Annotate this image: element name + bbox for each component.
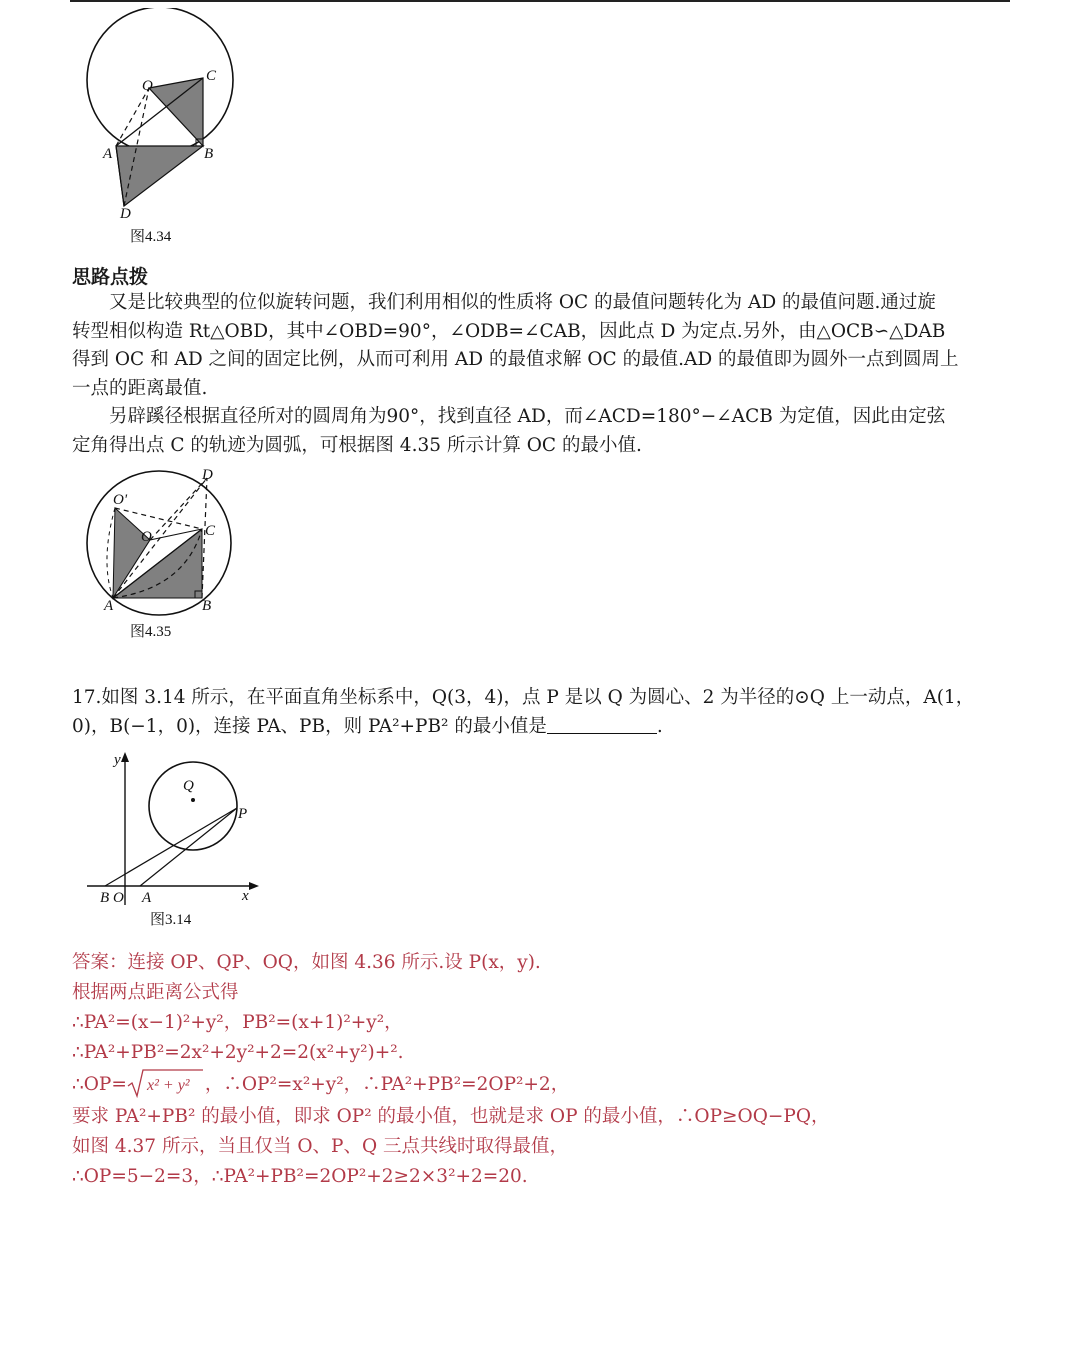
answer-line: 根据两点距离公式得 (72, 982, 239, 1003)
answer-line: 答案：连接 OP、QP、OQ，如图 4.36 所示.设 P(x，y). (72, 952, 541, 973)
text-line-end: . (656, 715, 663, 737)
answer-line: 要求 PA²+PB² 的最小值，即求 OP² 的最小值，也就是求 OP 的最小值，∴OP≥OQ−PQ， (72, 1106, 830, 1127)
label-o-prime: O' (113, 492, 128, 508)
figure-4-34 (80, 8, 240, 223)
text-line: 又是比较典型的位似旋转问题，我们利用相似的性质将 OC 的最值问题转化为 AD 的最值问题.通过旋 (109, 292, 936, 313)
figure-caption: 图4.34 (130, 229, 172, 245)
label-q: Q (183, 778, 194, 794)
label-d: D (202, 467, 213, 483)
text-line-part: 0)，B(−1，0)，连接 PA、PB，则 PA²+PB² 的最小值是 (72, 715, 547, 737)
answer-line: 如图 4.37 所示，当且仅当 O、P、Q 三点共线时取得最值， (72, 1136, 568, 1157)
text-line: 另辟蹊径根据直径所对的圆周角为90°，找到直径 AD，而∠ACD=180°−∠ACB 为定值，因此由定弦 (109, 406, 946, 427)
label-o: O (113, 890, 124, 906)
figure-caption: 图3.14 (150, 912, 192, 928)
figure-3-14 (85, 750, 270, 910)
label-p: P (238, 806, 248, 822)
text-line (72, 713, 1008, 742)
label-a: A (104, 598, 114, 614)
label-c: C (206, 68, 217, 84)
figure-caption: 图4.35 (130, 624, 172, 640)
label-a: A (142, 890, 152, 906)
answer-block (72, 948, 1012, 1192)
text-line: 转型相似构造 Rt△OBD，其中∠OBD=90°，∠ODB=∠CAB，因此点 D 为定点.另外，由△OCB∽△DAB (72, 320, 946, 342)
label-y: y (114, 752, 121, 768)
label-a: A (103, 146, 113, 162)
label-b: B (202, 598, 212, 614)
answer-prefix: ∴OP= (72, 1074, 127, 1095)
section-heading: 思路点拨 (72, 266, 149, 288)
text-line: 得到 OC 和 AD 之间的固定比例，从而可利用 AD 的最值求解 OC 的最值.AD 的最值即为圆外一点到圆周上 (72, 349, 959, 370)
figure-4-35 (80, 466, 240, 616)
label-x: x (242, 888, 249, 904)
answer-line: ∴OP=5−2=3，∴PA²+PB²=2OP²+2≥2×3²+2=20. (72, 1166, 528, 1187)
top-rule (70, 0, 1010, 2)
label-o: O (141, 529, 152, 545)
problem-statement (72, 684, 1008, 741)
answer-line-sqrt (72, 1068, 1012, 1102)
answer-suffix: ，∴OP²=x²+y²，∴PA²+PB²=2OP²+2， (204, 1074, 570, 1095)
answer-line: ∴PA²=(x−1)²+y²，PB²=(x+1)²+y²， (72, 1012, 403, 1033)
label-b: B (204, 146, 214, 162)
label-o: O (142, 78, 153, 94)
answer-line: ∴PA²+PB²=2x²+2y²+2=2(x²+y²)+². (72, 1042, 404, 1063)
label-b: B (100, 890, 110, 906)
text-line: 一点的距离最值. (72, 377, 208, 399)
answer-blank (547, 715, 657, 734)
label-d: D (120, 206, 131, 222)
text-line: 定角得出点 C 的轨迹为圆弧，可根据图 4.35 所示计算 OC 的最小值. (72, 434, 642, 456)
hint-paragraph (72, 289, 1008, 460)
text-line: 17.如图 3.14 所示，在平面直角坐标系中，Q(3，4)，点 P 是以 Q 为圆心、2 为半径的⊙Q 上一动点，A(1， (72, 687, 975, 708)
sqrt-radicand: x² + y² (146, 1077, 190, 1094)
label-c: C (205, 523, 216, 539)
